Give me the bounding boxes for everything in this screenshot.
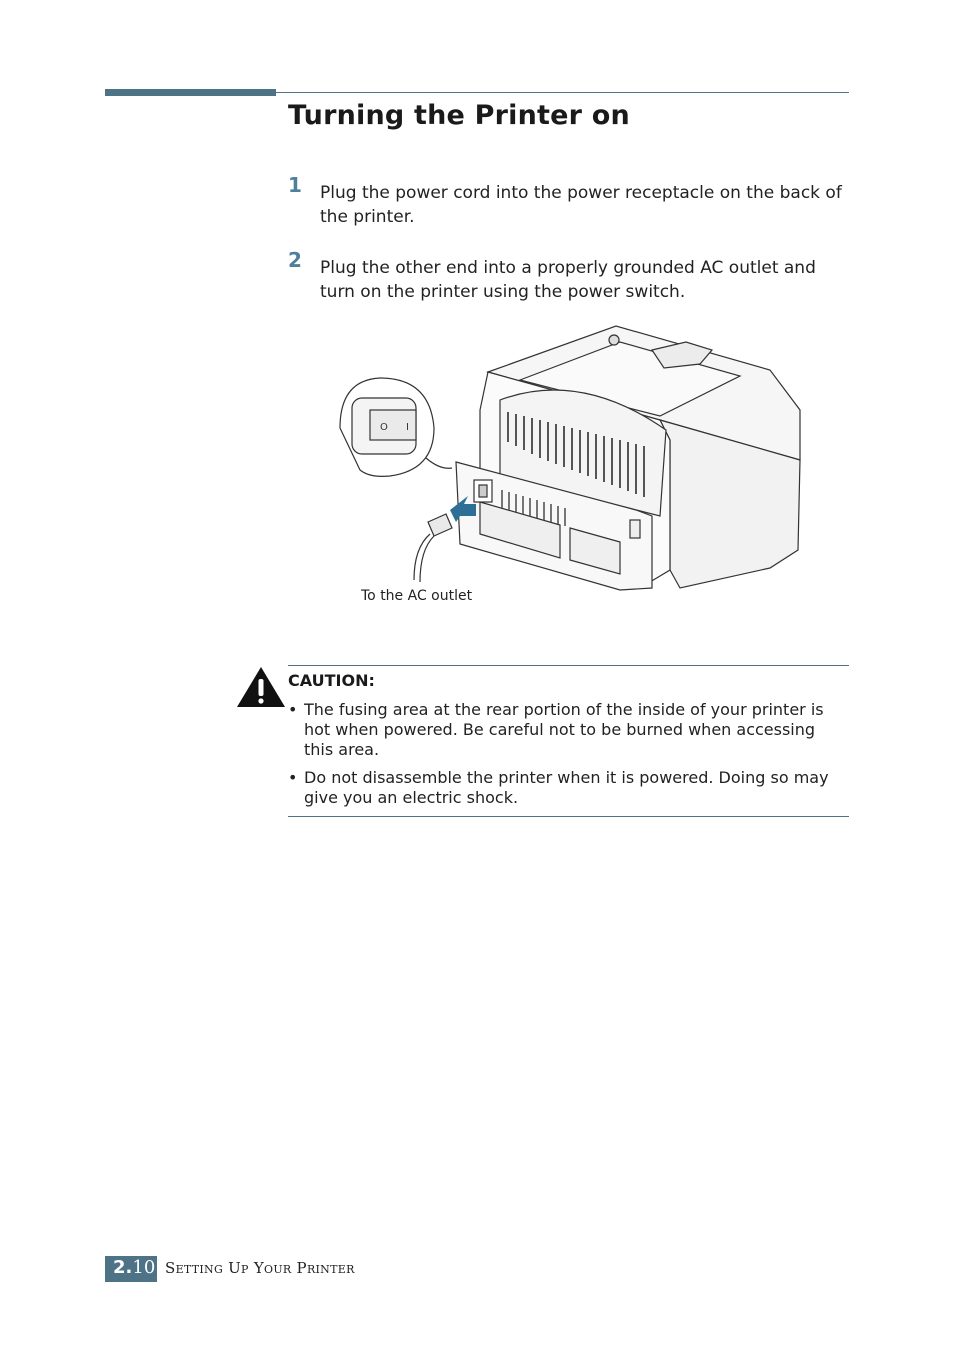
page-number: 10 xyxy=(132,1257,156,1278)
footer-section-title: Setting Up Your Printer xyxy=(165,1259,355,1277)
header-rule-thick xyxy=(105,89,276,96)
caution-heading: CAUTION: xyxy=(288,671,375,690)
caution-bottom-rule xyxy=(288,816,849,817)
switch-off-label: O xyxy=(380,422,388,433)
switch-on-label: I xyxy=(406,422,409,433)
caution-bullet-text: Do not disassemble the printer when it is powered. Doing so may give you an electric shock. xyxy=(304,768,829,807)
page-title: Turning the Printer on xyxy=(288,100,630,131)
header-rule-thin xyxy=(276,92,849,93)
bullet-dot: • xyxy=(288,700,298,719)
caution-top-rule xyxy=(288,665,849,666)
bullet-dot: • xyxy=(288,768,298,787)
warning-icon xyxy=(236,666,286,708)
chapter-number: 2. xyxy=(113,1257,133,1278)
printer-power-illustration xyxy=(330,320,810,620)
step-text: Plug the power cord into the power receptacle on the back of the printer. xyxy=(320,183,842,227)
page-number-badge xyxy=(105,1256,157,1282)
figure-caption: To the AC outlet xyxy=(361,588,473,604)
step-number: 2 xyxy=(288,248,302,272)
step-text: Plug the other end into a properly grounded AC outlet and turn on the printer using the power switch. xyxy=(320,258,816,302)
step-number: 1 xyxy=(288,173,302,197)
caution-bullet-text: The fusing area at the rear portion of the inside of your printer is hot when powered. Be careful not to be burned when accessing this area. xyxy=(304,700,824,759)
